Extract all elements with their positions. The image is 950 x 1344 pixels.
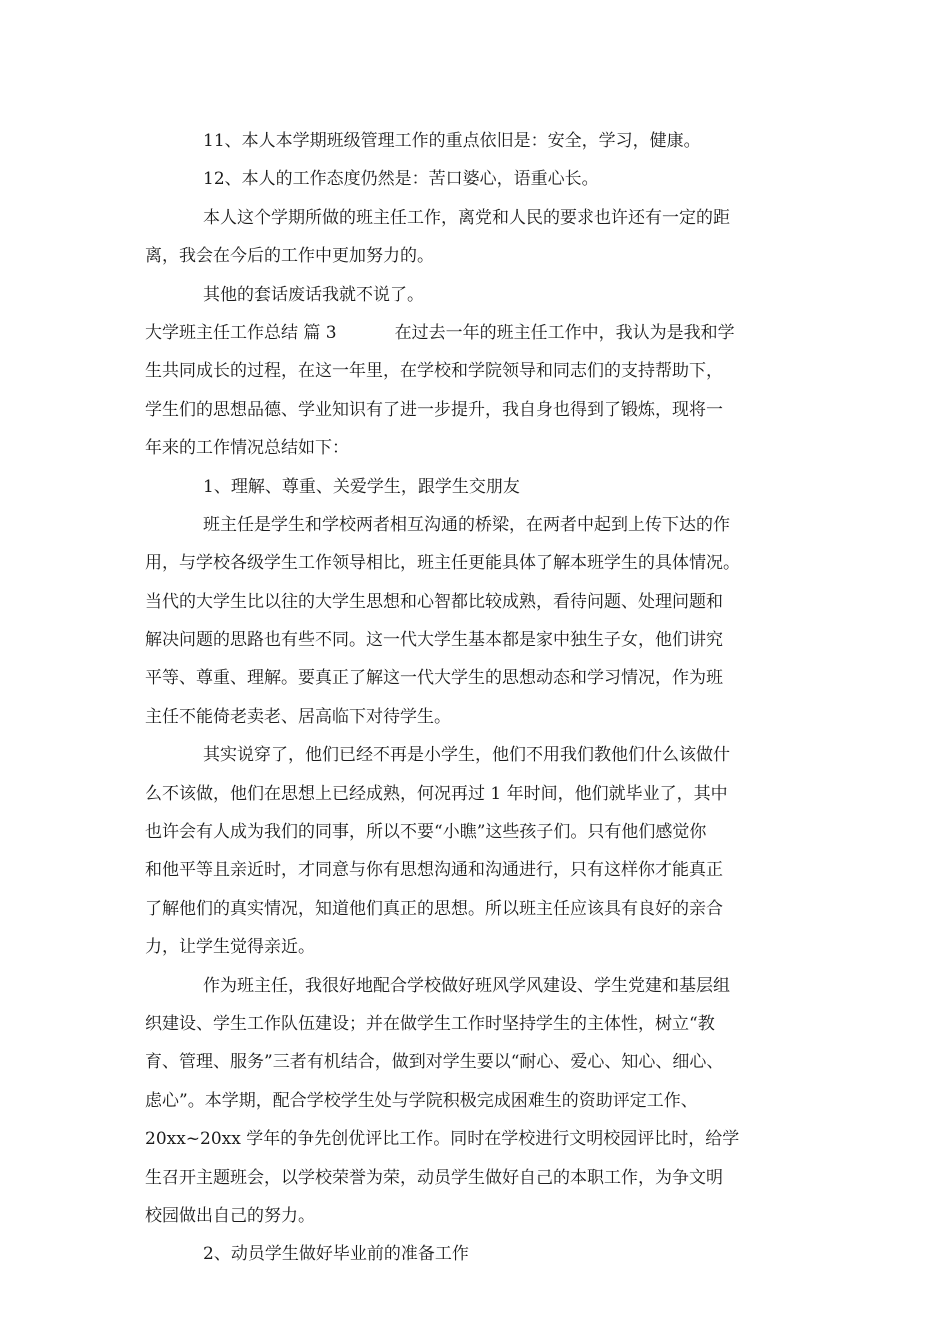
paragraph-line: 校园做出自己的努力。 [145, 1205, 315, 1226]
paragraph-line: 作为班主任，我很好地配合学校做好班风学风建设、学生党建和基层组 [203, 975, 730, 996]
paragraph-line: 当代的大学生比以往的大学生思想和心智都比较成熟，看待问题、处理问题和 [145, 591, 723, 612]
paragraph-line: 虑心”。本学期，配合学校学生处与学院积极完成困难生的资助评定工作、 [145, 1090, 698, 1111]
paragraph-line: 也许会有人成为我们的同事，所以不要“小瞧”这些孩子们。只有他们感觉你 [145, 822, 707, 843]
section-heading: 大学班主任工作总结 篇 3 [145, 322, 337, 343]
subheading: 1、理解、尊重、关爱学生，跟学生交朋友 [203, 476, 520, 497]
section-heading-line [145, 314, 805, 352]
paragraph-line: 力，让学生觉得亲近。 [145, 937, 315, 958]
paragraph-line: 班主任是学生和学校两者相互沟通的桥梁，在两者中起到上传下达的作 [203, 514, 730, 535]
paragraph-line: 育、管理、服务”三者有机结合，做到对学生要以“耐心、爱心、知心、细心、 [145, 1052, 724, 1073]
paragraph-line: 和他平等且亲近时，才同意与你有思想沟通和沟通进行，只有这样你才能真正 [145, 860, 723, 881]
paragraph-line: 其他的套话废话我就不说了。 [203, 284, 424, 305]
paragraph-line: 年来的工作情况总结如下： [145, 438, 349, 459]
paragraph-line: 20xx~20xx 学年的争先创优评比工作。同时在学校进行文明校园评比时，给学 [145, 1129, 740, 1150]
paragraph-line: 生召开主题班会，以学校荣誉为荣，动员学生做好自己的本职工作，为争文明 [145, 1167, 723, 1188]
list-item: 11、本人本学期班级管理工作的重点依旧是：安全，学习，健康。 [203, 131, 701, 151]
paragraph-line: 本人这个学期所做的班主任工作，离党和人民的要求也许还有一定的距 [203, 207, 730, 228]
paragraph-line: 生共同成长的过程，在这一年里，在学校和学院领导和同志们的支持帮助下， [145, 361, 723, 382]
paragraph-line: 织建设、学生工作队伍建设；并在做学生工作时坚持学生的主体性，树立“教 [145, 1013, 715, 1034]
paragraph-line: 学生们的思想品德、学业知识有了进一步提升，我自身也得到了锻炼，现将一 [145, 399, 723, 420]
paragraph-line: 主任不能倚老卖老、居高临下对待学生。 [145, 706, 451, 727]
subheading: 2、动员学生做好毕业前的准备工作 [203, 1244, 469, 1265]
list-item: 12、本人的工作态度仍然是：苦口婆心，语重心长。 [203, 169, 599, 190]
paragraph-line: 用，与学校各级学生工作领导相比，班主任更能具体了解本班学生的具体情况。 [145, 553, 740, 574]
document-page [145, 122, 805, 1274]
paragraph-line: 平等、尊重、理解。要真正了解这一代大学生的思想动态和学习情况，作为班 [145, 668, 723, 689]
paragraph-line: 解决问题的思路也有些不同。这一代大学生基本都是家中独生子女，他们讲究 [145, 630, 723, 651]
paragraph-line: 在过去一年的班主任工作中，我认为是我和学 [394, 322, 735, 343]
paragraph-line: 了解他们的真实情况，知道他们真正的思想。所以班主任应该具有良好的亲合 [145, 898, 723, 919]
paragraph-line: 离，我会在今后的工作中更加努力的。 [145, 246, 434, 267]
paragraph-line: 么不该做，他们在思想上已经成熟，何况再过 1 年时间，他们就毕业了，其中 [145, 783, 728, 804]
paragraph-line: 其实说穿了，他们已经不再是小学生，他们不用我们教他们什么该做什 [203, 745, 730, 766]
